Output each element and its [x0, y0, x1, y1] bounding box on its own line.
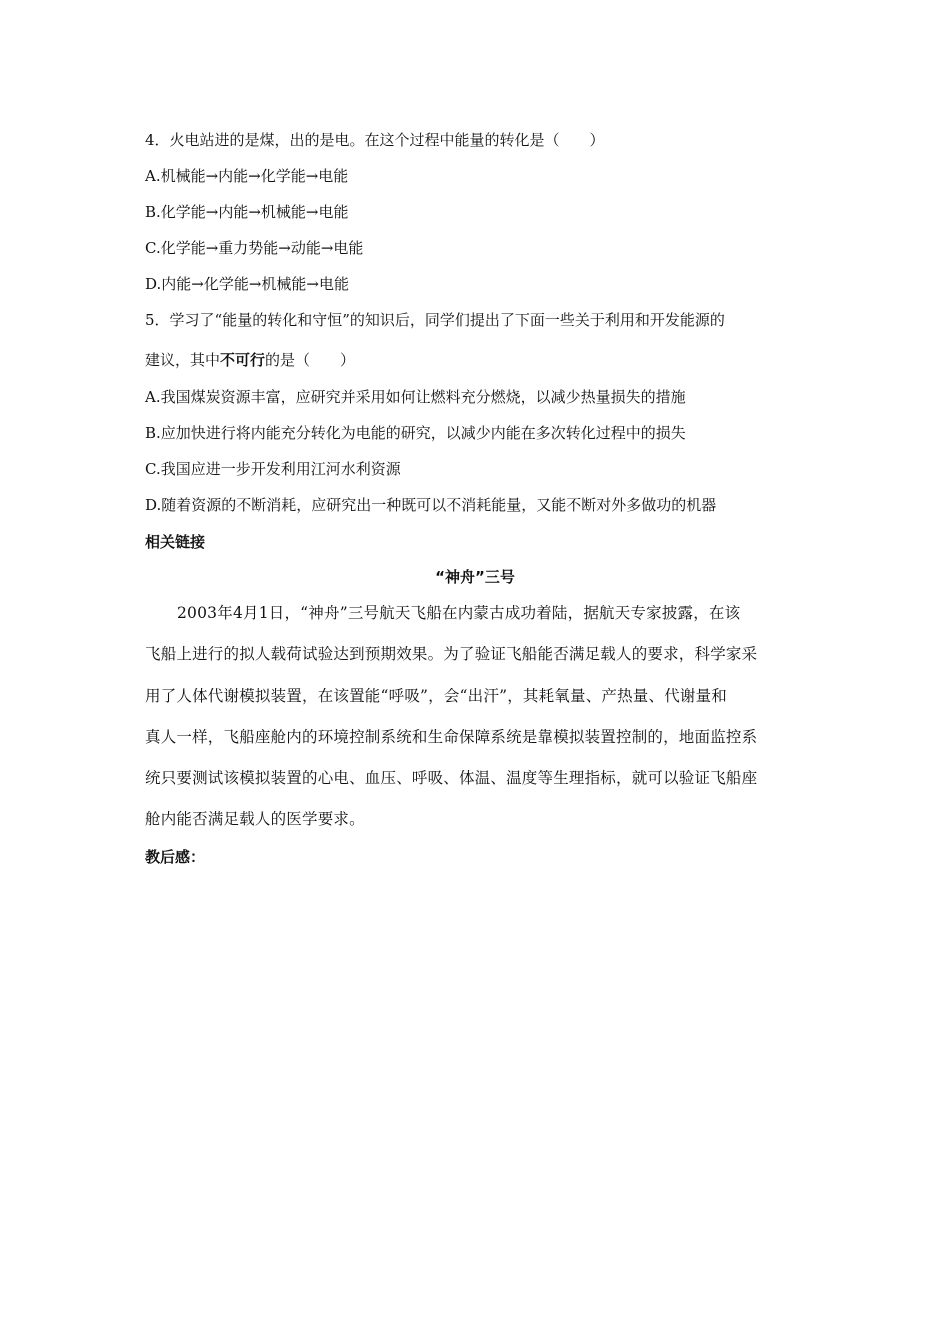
- question-5-option-a: A.我国煤炭资源丰富，应研究并采用如何让燃料充分燃烧，以减少热量损失的措施: [145, 388, 686, 406]
- question-5-option-c: C.我国应进一步开发利用江河水利资源: [145, 460, 401, 478]
- question-5-option-b: B.应加快进行将内能充分转化为电能的研究，以减少内能在多次转化过程中的损失: [145, 424, 686, 442]
- article-line-4: 真人一样，飞船座舱内的环境控制系统和生命保障系统是靠模拟装置控制的，地面监控系: [145, 728, 758, 746]
- article-line-5: 统只要测试该模拟装置的心电、血压、呼吸、体温、温度等生理指标，就可以验证飞船座: [145, 769, 758, 787]
- question-5-stem-after: 的是（ ）: [265, 351, 356, 369]
- question-5-stem-line-1: 5．学习了“能量的转化和守恒”的知识后，同学们提出了下面一些关于利用和开发能源的: [145, 311, 725, 329]
- question-4-stem: 4．火电站进的是煤，出的是电。在这个过程中能量的转化是（ ）: [145, 131, 605, 149]
- teaching-reflection-heading: 教后感：: [145, 848, 206, 866]
- question-5-option-d: D.随着资源的不断消耗，应研究出一种既可以不消耗能量，又能不断对外多做功的机器: [145, 496, 717, 514]
- question-4-option-d: D.内能→化学能→机械能→电能: [145, 275, 349, 293]
- article-line-2: 飞船上进行的拟人载荷试验达到预期效果。为了验证飞船能否满足载人的要求，科学家采: [145, 645, 758, 663]
- question-4-option-a: A.机械能→内能→化学能→电能: [145, 167, 349, 185]
- article-line-6: 舱内能否满足载人的医学要求。: [145, 810, 365, 828]
- article-line-1: 2003年4月1日，“神舟”三号航天飞船在内蒙古成功着陆，据航天专家披露，在该: [177, 604, 741, 622]
- question-5-stem-before: 建议，其中: [145, 351, 221, 369]
- question-5-stem-line-2: [145, 350, 355, 370]
- related-links-heading: 相关链接: [145, 533, 206, 551]
- question-5-emphasis: 不可行: [220, 351, 266, 369]
- article-line-3: 用了人体代谢模拟装置，在该置能“呼吸”，会“出汗”，其耗氧量、产热量、代谢量和: [145, 687, 727, 705]
- question-4-option-b: B.化学能→内能→机械能→电能: [145, 203, 349, 221]
- article-title: “神舟”三号: [435, 568, 515, 586]
- question-4-option-c: C.化学能→重力势能→动能→电能: [145, 239, 364, 257]
